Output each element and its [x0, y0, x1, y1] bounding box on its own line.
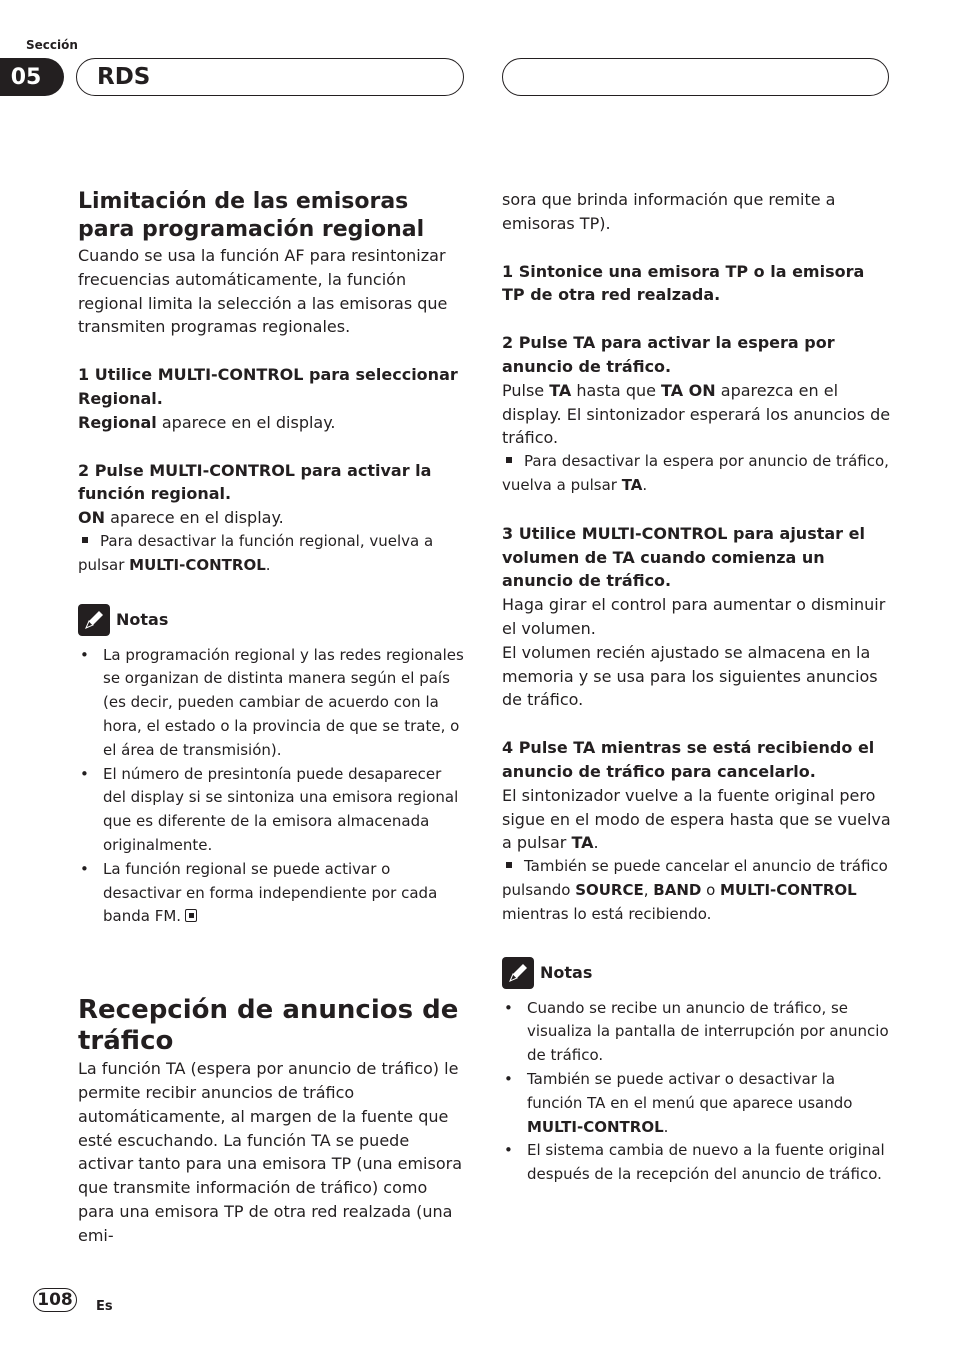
list-item: • El número de presintonía puede desaparecer del display si se sintoniza una emisora regional que es diferente de la emisora almacenada originalmente.: [78, 763, 468, 858]
step-2-activate-regional: 2 Pulse MULTI-CONTROL para activar la función regional.: [78, 460, 432, 504]
right-column: [502, 188, 892, 1187]
notes-title: Notas: [540, 962, 593, 982]
step-3-body-2: El volumen recién ajustado se almacena en la memoria y se usa para los siguientes anuncios de tráfico.: [502, 642, 878, 710]
step-3-adjust-volume: 3 Utilice MULTI-CONTROL para ajustar el volumen de TA cuando comienza un anuncio de tráfico.: [502, 523, 865, 591]
square-bullet-icon: [82, 537, 88, 543]
page-number: 108: [33, 1288, 77, 1312]
traffic-intro-continued: sora que brinda información que remite a emisoras TP).: [502, 190, 836, 233]
step-1-result: Regional aparece en el display.: [78, 412, 336, 432]
language-code: Es: [96, 1299, 113, 1314]
traffic-intro: La función TA (espera por anuncio de tráfico) le permite recibir anuncios de tráfico automáticamente, al margen de la fuente que esté escuchando. La función TA se puede activar tanto para una emisora TP (una emisora que transmite información de tráfico) como para una emisora TP de otra red realzada (una emi-: [78, 1059, 462, 1245]
step-3-body-1: Haga girar el control para aumentar o disminuir el volumen.: [502, 595, 886, 638]
step-4-note: También se puede cancelar el anuncio de tráfico pulsando SOURCE, BAND o MULTI-CONTROL mientras lo está recibiendo.: [502, 857, 888, 923]
pencil-note-icon: [78, 604, 110, 636]
regional-intro: Cuando se usa la función AF para resintonizar frecuencias automáticamente, la función regional limita la selección a las emisoras que transmiten programas regionales.: [78, 246, 448, 337]
square-bullet-icon: [506, 457, 512, 463]
notes-title: Notas: [116, 609, 169, 629]
section-label: Sección: [26, 38, 78, 52]
end-of-section-icon: [185, 909, 197, 922]
regional-notes-list: [78, 644, 468, 930]
header-empty-box: [502, 58, 889, 96]
notes-header: [502, 957, 892, 989]
traffic-notes-list: [502, 997, 892, 1187]
pencil-note-icon: [502, 957, 534, 989]
step-4-body: El sintonizador vuelve a la fuente original pero sigue en el modo de espera hasta que se vuelva a pulsar TA.: [502, 785, 891, 853]
square-bullet-icon: [506, 862, 512, 868]
heading-traffic: Recepción de anuncios de tráfico: [78, 995, 459, 1057]
list-item: • La programación regional y las redes regionales se organizan de distinta manera según el país (es decir, pueden cambiar de acuerdo con la hora, el estado o la provincia de que se trate, o el área de transmisión).: [78, 644, 468, 763]
left-column: [78, 188, 468, 1248]
step-2-note: Para desactivar la función regional, vuelva a pulsar MULTI-CONTROL.: [78, 531, 434, 574]
step-2-ta-standby: 2 Pulse TA para activar la espera por anuncio de tráfico.: [502, 333, 835, 376]
heading-regional: Limitación de las emisoras para programación regional: [78, 189, 425, 242]
section-title-box: [76, 58, 464, 96]
list-item: • También se puede activar o desactivar la función TA en el menú que aparece usando MULTI-CONTROL.: [502, 1068, 892, 1139]
step-2-result: ON aparece en el display.: [78, 508, 284, 528]
step-1-select-regional: 1 Utilice MULTI-CONTROL para seleccionar Regional.: [78, 365, 458, 408]
step-1-tune-tp: 1 Sintonice una emisora TP o la emisora TP de otra red realzada.: [502, 261, 865, 305]
step-4-cancel: 4 Pulse TA mientras se está recibiendo el anuncio de tráfico para cancelarlo.: [502, 738, 875, 781]
list-item: • Cuando se recibe un anuncio de tráfico, se visualiza la pantalla de interrupción por anuncio de tráfico.: [502, 997, 892, 1068]
list-item: • La función regional se puede activar o desactivar en forma independiente por cada banda FM.: [78, 858, 468, 929]
step-2-body: Pulse TA hasta que TA ON aparezca en el display. El sintonizador esperará los anuncios de tráfico.: [502, 380, 891, 448]
section-title: RDS: [97, 64, 151, 90]
list-item: • El sistema cambia de nuevo a la fuente original después de la recepción del anuncio de tráfico.: [502, 1139, 892, 1187]
notes-header: [78, 604, 468, 636]
section-number-badge: 05: [0, 58, 64, 96]
step-2-note: Para desactivar la espera por anuncio de tráfico, vuelva a pulsar TA.: [502, 452, 889, 494]
